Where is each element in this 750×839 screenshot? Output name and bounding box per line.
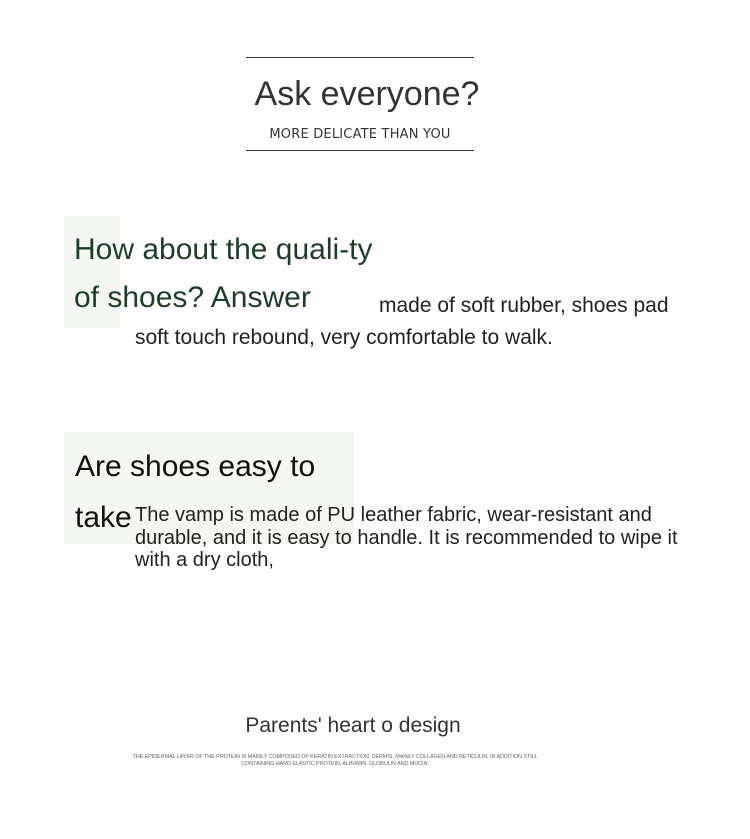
answer-2-text: The vamp is made of PU leather fabric, wear-resistant and durable, and it is easy to handle. It is recommended to wipe it with a dry cloth, xyxy=(135,504,678,571)
page-title: Ask everyone? xyxy=(254,75,480,113)
footer-title: Parents' heart o design xyxy=(245,714,461,737)
answer-1-text: made of soft rubber, shoes pad soft touch rebound, very comfortable to walk. xyxy=(135,294,669,349)
page-subtitle: MORE DELICATE THAN YOU xyxy=(269,127,451,142)
question-1-heading: How about the quali-ty of shoes? Answer xyxy=(74,233,373,314)
header-top-rule xyxy=(246,57,474,58)
question-2-heading: Are shoes easy to take xyxy=(75,450,316,534)
header-bottom-rule xyxy=(246,150,474,151)
footer-note: THE EPIDERMAL LAYER OF THE PROTEIN IS MAINLY COMPOSED OF KERATIN EXTRACTION, DERMIS, MAINLY COLLAGEN AND RETICULIN, IN ADDITION STILL CONTAINING HARD ELASTIC PROTEIN, ALBUMIN, GLOBULIN AND MUCIN. xyxy=(132,754,538,767)
